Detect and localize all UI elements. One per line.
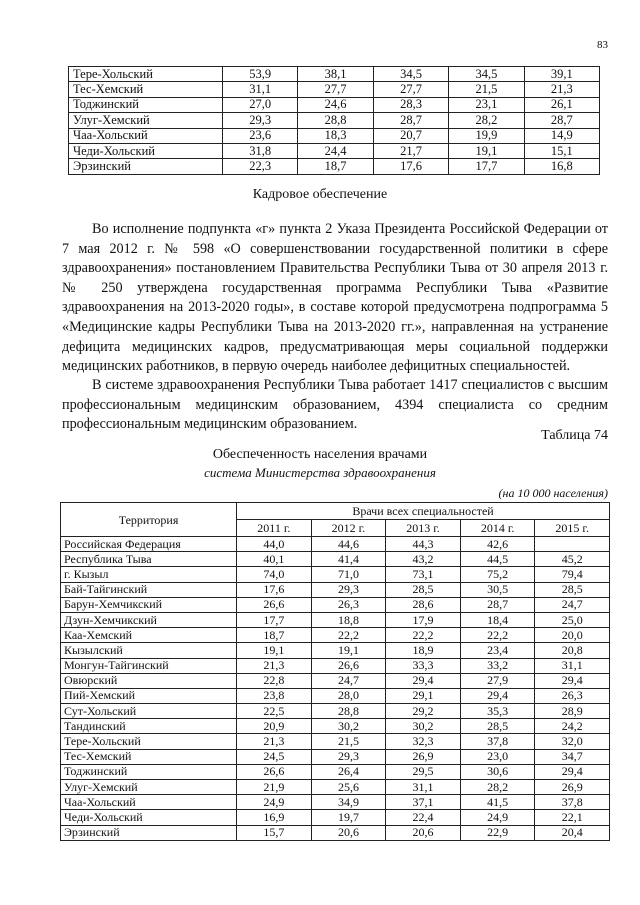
value-cell: 28,8 [298,113,373,128]
value-cell: 75,2 [460,567,535,582]
territory-name: Тоджинский [69,97,223,112]
value-cell: 20,8 [535,643,610,658]
top-table [68,66,600,175]
value-cell: 29,1 [386,688,461,703]
territory-name: Тоджинский [61,764,237,779]
value-cell: 19,1 [311,643,386,658]
value-cell: 39,1 [524,67,599,82]
territory-name: Тере-Хольский [61,734,237,749]
value-cell: 22,2 [311,628,386,643]
value-cell: 19,7 [311,810,386,825]
year-header: 2013 г. [386,520,461,537]
territory-name: Монгун-Тайгинский [61,658,237,673]
value-cell: 30,6 [460,764,535,779]
table-row [61,749,610,764]
table-row [69,159,600,174]
value-cell: 32,0 [535,734,610,749]
table-row [61,795,610,810]
value-cell: 19,1 [237,643,312,658]
value-cell: 28,8 [311,704,386,719]
year-header: 2012 г. [311,520,386,537]
table-row [61,628,610,643]
value-cell: 29,4 [460,688,535,703]
table-row [61,734,610,749]
table-title: Обеспеченность населения врачами [212,447,428,462]
value-cell: 28,0 [311,688,386,703]
territory-name: Чеди-Хольский [61,810,237,825]
value-cell: 22,2 [460,628,535,643]
value-cell: 22,2 [386,628,461,643]
table-row [61,537,610,552]
value-cell: 20,0 [535,628,610,643]
value-cell: 18,3 [298,128,373,143]
table-row [61,597,610,612]
value-cell: 30,2 [386,719,461,734]
table-row [61,567,610,582]
table-row [61,780,610,795]
year-header: 2011 г. [237,520,312,537]
value-cell: 24,2 [535,719,610,734]
value-cell: 20,9 [237,719,312,734]
territory-name: Улуг-Хемский [61,780,237,795]
value-cell: 29,4 [386,673,461,688]
value-cell: 53,9 [223,67,298,82]
value-cell: 23,4 [460,643,535,658]
year-header: 2015 г. [535,520,610,537]
value-cell: 22,1 [535,810,610,825]
value-cell: 42,6 [460,537,535,552]
territory-name: Эрзинский [61,825,237,840]
value-cell: 24,9 [460,810,535,825]
value-cell: 30,5 [460,582,535,597]
value-cell: 33,3 [386,658,461,673]
value-cell: 30,2 [311,719,386,734]
value-cell: 23,8 [237,688,312,703]
value-cell: 29,4 [535,673,610,688]
territory-name: Чаа-Хольский [61,795,237,810]
value-cell: 26,1 [524,97,599,112]
value-cell: 28,7 [373,113,448,128]
value-cell: 33,2 [460,658,535,673]
value-cell: 34,9 [311,795,386,810]
value-cell: 19,9 [449,128,524,143]
value-cell: 31,1 [223,82,298,97]
value-cell: 34,7 [535,749,610,764]
value-cell: 28,9 [535,704,610,719]
year-header: 2014 г. [460,520,535,537]
value-cell: 44,3 [386,537,461,552]
table-row [61,719,610,734]
value-cell: 28,6 [386,597,461,612]
territory-name: Пий-Хемский [61,688,237,703]
value-cell: 26,4 [311,764,386,779]
value-cell: 44,5 [460,552,535,567]
value-cell: 29,3 [223,113,298,128]
value-cell: 28,2 [449,113,524,128]
territory-name: Улуг-Хемский [69,113,223,128]
value-cell: 29,3 [311,749,386,764]
territory-name: Эрзинский [69,159,223,174]
table-row [61,704,610,719]
value-cell: 24,4 [298,143,373,158]
value-cell: 74,0 [237,567,312,582]
value-cell: 20,6 [311,825,386,840]
value-cell: 28,3 [373,97,448,112]
territory-name: Чеди-Хольский [69,143,223,158]
value-cell: 28,7 [524,113,599,128]
territory-name: Овюрский [61,673,237,688]
value-cell: 29,2 [386,704,461,719]
value-cell: 40,1 [237,552,312,567]
value-cell: 45,2 [535,552,610,567]
value-cell: 73,1 [386,567,461,582]
value-cell: 18,7 [298,159,373,174]
value-cell: 31,1 [386,780,461,795]
value-cell: 23,0 [460,749,535,764]
table-row [61,764,610,779]
value-cell: 22,8 [237,673,312,688]
value-cell: 23,6 [223,128,298,143]
paragraph-1: Во исполнение подпункта «г» пункта 2 Указа Президента Российской Федерации от 7 мая 2012 г. № 598 «О совершенствовании государственной политики в сфере здравоохранения» постановлением Правительства Республики Тыва от 30 апреля 2013 г. № 250 утверждена государственная программа Республики Тыва «Развитие здравоохранения на 2013-2020 годы», в составе которой предусмотрена подпрограмма 5 «Медицинские кадры Республики Тыва на 2013-2020 гг.», направленная на устранение дефицита медицинских кадров, предусматривающая меры социальной поддержки медицинских работников, в первую очередь наиболее дефицитных специальностей. [62,221,608,375]
value-cell: 18,4 [460,612,535,627]
territory-name: Чаа-Хольский [69,128,223,143]
territory-name: Тандинский [61,719,237,734]
value-cell: 28,2 [460,780,535,795]
value-cell: 20,7 [373,128,448,143]
value-cell: 37,8 [460,734,535,749]
value-cell: 44,6 [311,537,386,552]
table-row [69,143,600,158]
value-cell: 26,6 [237,764,312,779]
value-cell: 71,0 [311,567,386,582]
value-cell: 26,6 [237,597,312,612]
value-cell: 31,1 [535,658,610,673]
table-row [69,113,600,128]
territory-name: Российская Федерация [61,537,237,552]
value-cell: 22,3 [223,159,298,174]
table-row [61,810,610,825]
table-row [69,82,600,97]
value-cell: 16,8 [524,159,599,174]
territory-header: Территория [61,503,237,537]
value-cell: 20,4 [535,825,610,840]
main-table [60,502,610,841]
territory-name: Тес-Хемский [61,749,237,764]
value-cell: 28,5 [535,582,610,597]
table-row [61,643,610,658]
territory-name: г. Кызыл [61,567,237,582]
territory-name: Тес-Хемский [69,82,223,97]
value-cell: 24,5 [237,749,312,764]
table-row [69,97,600,112]
value-cell: 17,6 [373,159,448,174]
value-cell: 24,6 [298,97,373,112]
value-cell: 17,9 [386,612,461,627]
territory-name: Сут-Хольский [61,704,237,719]
value-cell: 26,9 [386,749,461,764]
territory-name: Кызылский [61,643,237,658]
page-number: 83 [597,39,608,51]
unit-note: (на 10 000 населения) [498,486,608,500]
value-cell: 17,7 [237,612,312,627]
value-cell: 23,1 [449,97,524,112]
value-cell: 21,5 [449,82,524,97]
value-cell: 37,1 [386,795,461,810]
value-cell: 24,7 [311,673,386,688]
value-cell: 25,6 [311,780,386,795]
value-cell: 26,3 [311,597,386,612]
territory-name: Дзун-Хемчикский [61,612,237,627]
value-cell: 15,7 [237,825,312,840]
table-label: Таблица 74 [541,428,608,443]
value-cell: 21,5 [311,734,386,749]
table-row [61,612,610,627]
table-subtitle: система Министерства здравоохранения [204,465,436,480]
table-row [61,552,610,567]
value-cell: 28,7 [460,597,535,612]
value-cell: 20,6 [386,825,461,840]
group-header: Врачи всех специальностей [237,503,610,520]
value-cell: 21,3 [237,734,312,749]
value-cell: 41,4 [311,552,386,567]
value-cell: 22,4 [386,810,461,825]
value-cell: 27,7 [298,82,373,97]
territory-name: Барун-Хемчикский [61,597,237,612]
value-cell: 28,5 [386,582,461,597]
value-cell: 18,9 [386,643,461,658]
table-row [69,67,600,82]
value-cell: 28,5 [460,719,535,734]
territory-name: Бай-Тайгинский [61,582,237,597]
value-cell: 18,7 [237,628,312,643]
table-row [61,825,610,840]
value-cell: 21,3 [524,82,599,97]
value-cell: 41,5 [460,795,535,810]
paragraph-2: В системе здравоохранения Республики Тыва работает 1417 специалистов с высшим профессиональным медицинским образованием, 4394 специалиста со средним профессиональным медицинским образованием. [62,377,608,433]
territory-name: Каа-Хемский [61,628,237,643]
value-cell: 27,9 [460,673,535,688]
table-row [61,673,610,688]
value-cell: 44,0 [237,537,312,552]
value-cell: 34,5 [449,67,524,82]
value-cell: 16,9 [237,810,312,825]
territory-name: Республика Тыва [61,552,237,567]
value-cell: 21,7 [373,143,448,158]
value-cell: 26,6 [311,658,386,673]
value-cell: 17,6 [237,582,312,597]
value-cell: 24,7 [535,597,610,612]
value-cell: 26,3 [535,688,610,703]
value-cell: 29,3 [311,582,386,597]
value-cell: 18,8 [311,612,386,627]
value-cell: 15,1 [524,143,599,158]
value-cell: 29,5 [386,764,461,779]
value-cell: 26,9 [535,780,610,795]
table-row [61,658,610,673]
value-cell: 79,4 [535,567,610,582]
table-row [61,688,610,703]
value-cell: 38,1 [298,67,373,82]
value-cell: 37,8 [535,795,610,810]
table-row [61,582,610,597]
table-row [69,128,600,143]
value-cell: 27,7 [373,82,448,97]
value-cell: 21,9 [237,780,312,795]
value-cell: 22,5 [237,704,312,719]
value-cell: 22,9 [460,825,535,840]
value-cell: 43,2 [386,552,461,567]
value-cell: 24,9 [237,795,312,810]
section-title: Кадровое обеспечение [252,187,388,202]
value-cell: 17,7 [449,159,524,174]
value-cell: 21,3 [237,658,312,673]
value-cell: 19,1 [449,143,524,158]
value-cell: 31,8 [223,143,298,158]
value-cell: 29,4 [535,764,610,779]
territory-name: Тере-Хольский [69,67,223,82]
value-cell: 25,0 [535,612,610,627]
value-cell: 34,5 [373,67,448,82]
value-cell: 14,9 [524,128,599,143]
value-cell: 27,0 [223,97,298,112]
value-cell [535,537,610,552]
value-cell: 32,3 [386,734,461,749]
value-cell: 35,3 [460,704,535,719]
